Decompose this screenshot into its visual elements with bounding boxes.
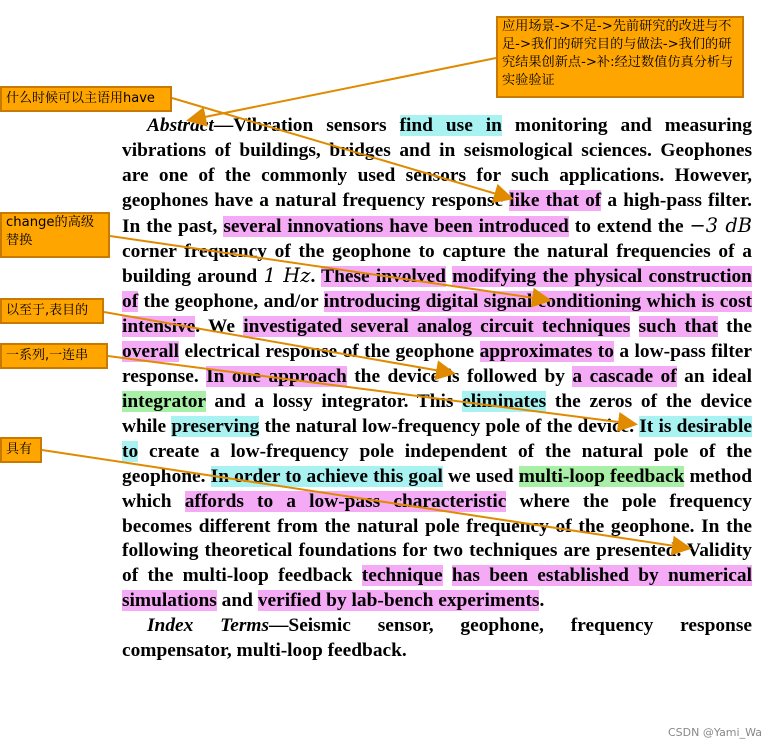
- text-run: to extend the: [568, 215, 690, 237]
- text-run: an ideal: [676, 366, 752, 388]
- highlight-verified: verified by lab-bench experiments: [257, 590, 540, 612]
- text-run: [630, 316, 638, 337]
- highlight-investigated: investigated several analog circuit techniques: [243, 316, 631, 338]
- text-run: a high-pass filter. In the past,: [122, 189, 753, 237]
- text-run: create a low-frequency pole independent of the natural pole of the geophone.: [122, 440, 752, 487]
- highlight-overall: overall: [122, 341, 180, 363]
- annotation-change-synonym: change的高级替换: [0, 212, 110, 258]
- text-run: we used: [442, 465, 519, 487]
- highlight-these-involved: These involved: [321, 266, 446, 288]
- highlight-modifying: modifying the physical construction of: [122, 266, 752, 313]
- arrow-structure-note: [190, 58, 496, 120]
- math-1hz: 1 Hz: [263, 264, 311, 288]
- highlight-find-use-in: find use in: [399, 115, 502, 136]
- text-run: . We: [195, 316, 244, 338]
- abstract-paragraph: [122, 114, 752, 614]
- highlight-such-that: such that: [638, 316, 718, 338]
- annotation-possess: 具有: [0, 437, 42, 463]
- text-run: the: [717, 316, 752, 338]
- text-run: where the pole frequency becomes different from the natural pole frequency of the geophone. In the following theoretical foundations for two techniques are presented. Validity of the multi-loop feedback: [122, 490, 752, 587]
- annotation-have-subject: 什么时候可以主语用have: [0, 86, 172, 112]
- highlight-cascade-of: a cascade of: [572, 366, 677, 388]
- text-run: .: [310, 266, 322, 288]
- text-run: the zeros of the device while: [122, 390, 753, 437]
- text-run: corner frequency of the geophone to capture the natural frequencies of a building around: [122, 240, 752, 288]
- highlight-like-that-of: like that of: [509, 189, 602, 211]
- index-terms-label: Index Terms: [147, 615, 270, 637]
- highlight-technique: technique: [361, 565, 443, 587]
- annotation-so-that: 以至于,表目的: [0, 298, 104, 324]
- text-run: electrical response of the geophone: [179, 341, 480, 363]
- highlight-in-one-approach: In one approach: [206, 366, 347, 388]
- text-run: the geophone, and/or: [138, 291, 324, 313]
- index-terms-text: —Seismic sensor, geophone, frequency response compensator, multi-loop feedback.: [122, 615, 752, 662]
- abstract-label: Abstract: [147, 115, 214, 136]
- watermark: CSDN @Yami_Wa: [668, 726, 762, 739]
- highlight-in-order-to: In order to achieve this goal: [210, 465, 443, 487]
- index-terms-paragraph: [122, 614, 752, 664]
- highlight-integrator: integrator: [122, 390, 206, 412]
- highlight-affords: affords to a low-pass characteristic: [184, 490, 507, 512]
- highlight-approximates: approximates to: [479, 341, 614, 363]
- abstract-body: [122, 114, 752, 664]
- highlight-multi-loop-feedback: multi-loop feedback: [518, 465, 685, 487]
- annotation-structure-note: 应用场景->不足->先前研究的改进与不足->我们的研究目的与做法->我们的研究结果创新点->补:经过数值仿真分析与实验验证: [496, 16, 744, 98]
- highlight-eliminates: eliminates: [462, 390, 547, 412]
- text-run: the device is followed by: [346, 366, 573, 388]
- highlight-preserving: preserving: [171, 415, 260, 437]
- text-run: monitoring and measuring vibrations of buildings, bridges and in seismological sciences. Geophones are one of the commonly used sensors for such applications. However, geophones have a natural frequency response: [122, 115, 752, 211]
- highlight-introducing: introducing digital signal conditioning which is cost intensive: [122, 291, 753, 338]
- text-run: and a lossy integrator. This: [205, 390, 463, 412]
- text-run: —Vibration sensors: [213, 115, 400, 136]
- text-run: [443, 565, 452, 586]
- text-run: a low-pass filter response.: [122, 341, 752, 388]
- highlight-desirable: It is desirable to: [122, 415, 752, 462]
- text-run: .: [539, 590, 545, 612]
- highlight-established: has been established by numerical simulations: [122, 565, 752, 612]
- text-run: the natural low-frequency pole of the device.: [259, 415, 640, 437]
- highlight-several-innovations: several innovations have been introduced: [223, 215, 569, 237]
- math-3db: −3 dB: [689, 213, 752, 237]
- text-run: method which: [122, 465, 752, 512]
- text-run: and: [216, 590, 258, 612]
- annotation-series: 一系列,一连串: [0, 343, 108, 369]
